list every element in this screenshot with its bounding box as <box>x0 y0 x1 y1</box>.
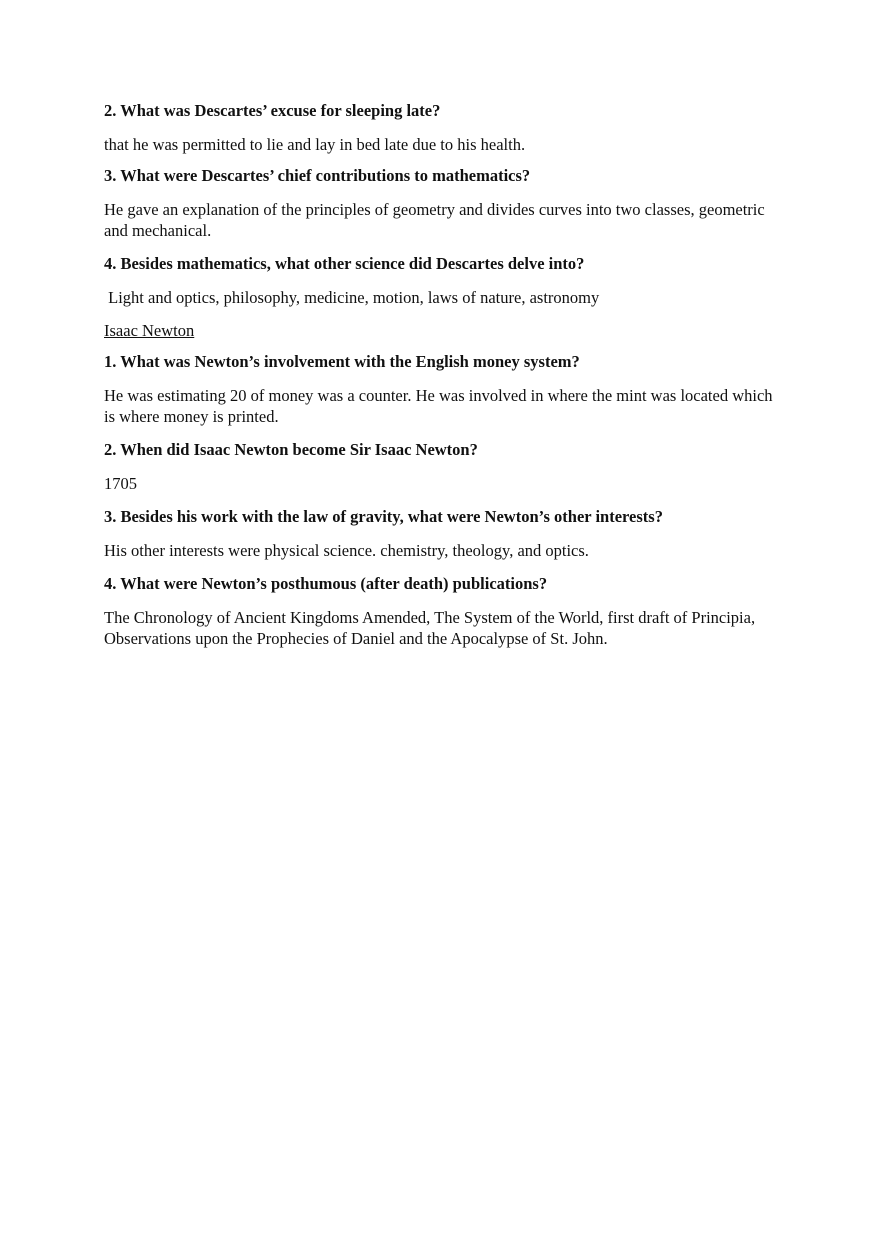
answer-descartes-3: He gave an explanation of the principles of geometry and divides curves into two classes, geometric and mechanical. <box>104 200 765 240</box>
question-newton-4: 4. What were Newton’s posthumous (after death) publications? <box>104 574 548 593</box>
question-descartes-4: 4. Besides mathematics, what other science did Descartes delve into? <box>104 254 585 273</box>
question-newton-1: 1. What was Newton’s involvement with the English money system? <box>104 352 580 371</box>
document-page <box>104 100 784 659</box>
question-descartes-2: 2. What was Descartes’ excuse for sleeping late? <box>104 101 441 120</box>
answer-newton-1: He was estimating 20 of money was a counter. He was involved in where the mint was located which is where money is printed. <box>104 386 773 426</box>
answer-newton-3: His other interests were physical science. chemistry, theology, and optics. <box>104 541 589 560</box>
answer-newton-2: 1705 <box>104 474 137 493</box>
question-newton-2: 2. When did Isaac Newton become Sir Isaac Newton? <box>104 440 478 459</box>
answer-descartes-2: that he was permitted to lie and lay in bed late due to his health. <box>104 135 526 154</box>
question-newton-3: 3. Besides his work with the law of gravity, what were Newton’s other interests? <box>104 507 663 526</box>
answer-descartes-4: Light and optics, philosophy, medicine, motion, laws of nature, astronomy <box>104 288 600 307</box>
question-descartes-3: 3. What were Descartes’ chief contributions to mathematics? <box>104 166 531 185</box>
answer-newton-4: The Chronology of Ancient Kingdoms Amended, The System of the World, first draft of Principia, Observations upon the Prophecies of Daniel and the Apocalypse of St. John. <box>104 608 756 648</box>
section-heading-isaac-newton: Isaac Newton <box>104 321 195 340</box>
